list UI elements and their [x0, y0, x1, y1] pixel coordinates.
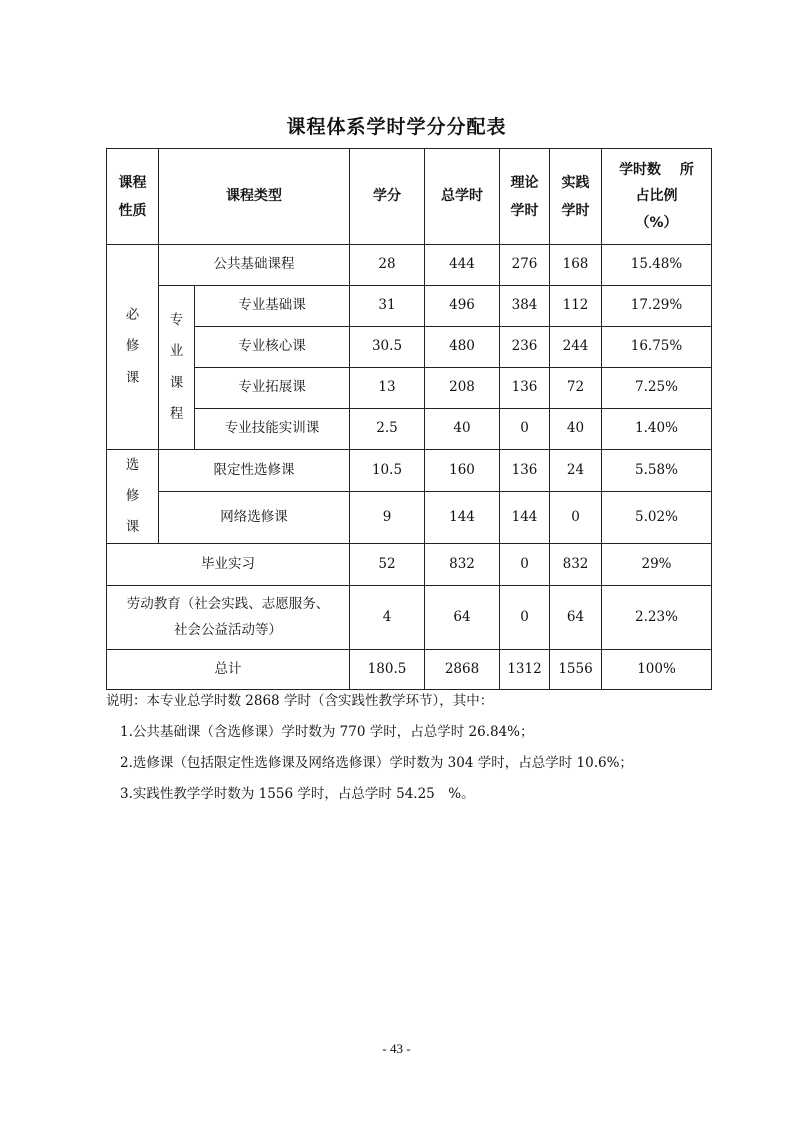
header-credits: 学分	[350, 149, 425, 245]
notes	[106, 686, 726, 810]
row-type: 公共基础课程	[159, 245, 350, 286]
header-nature: 课程 性质	[107, 149, 159, 245]
row-practice: 112	[550, 286, 602, 327]
table-row	[107, 492, 712, 544]
row-practice: 72	[550, 368, 602, 409]
row-total: 208	[425, 368, 500, 409]
table-row	[107, 327, 712, 368]
row-theory: 0	[500, 586, 550, 650]
table-title: 课程体系学时学分分配表	[286, 116, 507, 138]
row-type: 毕业实习	[107, 544, 350, 586]
row-total: 496	[425, 286, 500, 327]
table-row	[107, 450, 712, 492]
row-credits: 10.5	[350, 450, 425, 492]
row-practice: 0	[550, 492, 602, 544]
credit-hours-table	[106, 148, 712, 690]
row-type: 限定性选修课	[159, 450, 350, 492]
row-total: 160	[425, 450, 500, 492]
row-ratio: 5.02%	[602, 492, 712, 544]
row-credits: 2.5	[350, 409, 425, 450]
row-practice: 168	[550, 245, 602, 286]
row-ratio: 2.23%	[602, 586, 712, 650]
table-row	[107, 368, 712, 409]
row-type: 专业技能实训课	[195, 409, 350, 450]
row-ratio: 17.29%	[602, 286, 712, 327]
row-type: 专业拓展课	[195, 368, 350, 409]
group-elective: 选 修 课	[107, 450, 159, 544]
note-item: 3.实践性教学学时数为 1556 学时，占总学时 54.25 %。	[120, 786, 475, 802]
row-total: 2868	[425, 650, 500, 690]
row-credits: 31	[350, 286, 425, 327]
row-practice: 1556	[550, 650, 602, 690]
group-required: 必 修 课	[107, 245, 159, 450]
row-credits: 180.5	[350, 650, 425, 690]
row-total: 40	[425, 409, 500, 450]
row-ratio: 29%	[602, 544, 712, 586]
row-type: 网络选修课	[159, 492, 350, 544]
row-theory: 1312	[500, 650, 550, 690]
row-practice: 832	[550, 544, 602, 586]
row-type: 总计	[107, 650, 350, 690]
row-type: 劳动教育（社会实践、志愿服务、 社会公益活动等）	[107, 586, 350, 650]
header-type: 课程类型	[159, 149, 350, 245]
table-row	[107, 409, 712, 450]
row-theory: 0	[500, 409, 550, 450]
row-credits: 4	[350, 586, 425, 650]
header-total-hours: 总学时	[425, 149, 500, 245]
row-practice: 24	[550, 450, 602, 492]
row-type: 专业核心课	[195, 327, 350, 368]
row-theory: 144	[500, 492, 550, 544]
row-theory: 276	[500, 245, 550, 286]
row-ratio: 15.48%	[602, 245, 712, 286]
row-ratio: 7.25%	[602, 368, 712, 409]
row-total: 444	[425, 245, 500, 286]
row-ratio: 100%	[602, 650, 712, 690]
row-ratio: 1.40%	[602, 409, 712, 450]
header-row	[107, 149, 712, 245]
row-theory: 136	[500, 450, 550, 492]
table-row	[107, 544, 712, 586]
row-theory: 384	[500, 286, 550, 327]
row-practice: 40	[550, 409, 602, 450]
note-item: 2.选修课（包括限定性选修课及网络选修课）学时数为 304 学时，占总学时 10.6%；	[120, 755, 633, 771]
row-credits: 13	[350, 368, 425, 409]
group-professional: 专 业 课 程	[159, 286, 195, 450]
row-credits: 28	[350, 245, 425, 286]
row-practice: 244	[550, 327, 602, 368]
row-theory: 236	[500, 327, 550, 368]
total-row	[107, 650, 712, 690]
table-row	[107, 286, 712, 327]
row-credits: 30.5	[350, 327, 425, 368]
row-type: 专业基础课	[195, 286, 350, 327]
row-practice: 64	[550, 586, 602, 650]
note-item: 1.公共基础课（含选修课）学时数为 770 学时，占总学时 26.84%；	[120, 724, 534, 740]
row-ratio: 16.75%	[602, 327, 712, 368]
row-credits: 9	[350, 492, 425, 544]
page-number: - 43 -	[382, 1041, 411, 1056]
row-total: 64	[425, 586, 500, 650]
row-ratio: 5.58%	[602, 450, 712, 492]
header-ratio: 学时数 所 占比例 （%）	[602, 149, 712, 245]
table-row	[107, 245, 712, 286]
table-row	[107, 586, 712, 650]
row-total: 832	[425, 544, 500, 586]
row-theory: 136	[500, 368, 550, 409]
notes-intro: 说明：本专业总学时数 2868 学时（含实践性教学环节），其中：	[106, 693, 494, 709]
row-theory: 0	[500, 544, 550, 586]
header-practice-hours: 实践 学时	[550, 149, 602, 245]
row-total: 480	[425, 327, 500, 368]
header-theory-hours: 理论 学时	[500, 149, 550, 245]
row-credits: 52	[350, 544, 425, 586]
row-total: 144	[425, 492, 500, 544]
